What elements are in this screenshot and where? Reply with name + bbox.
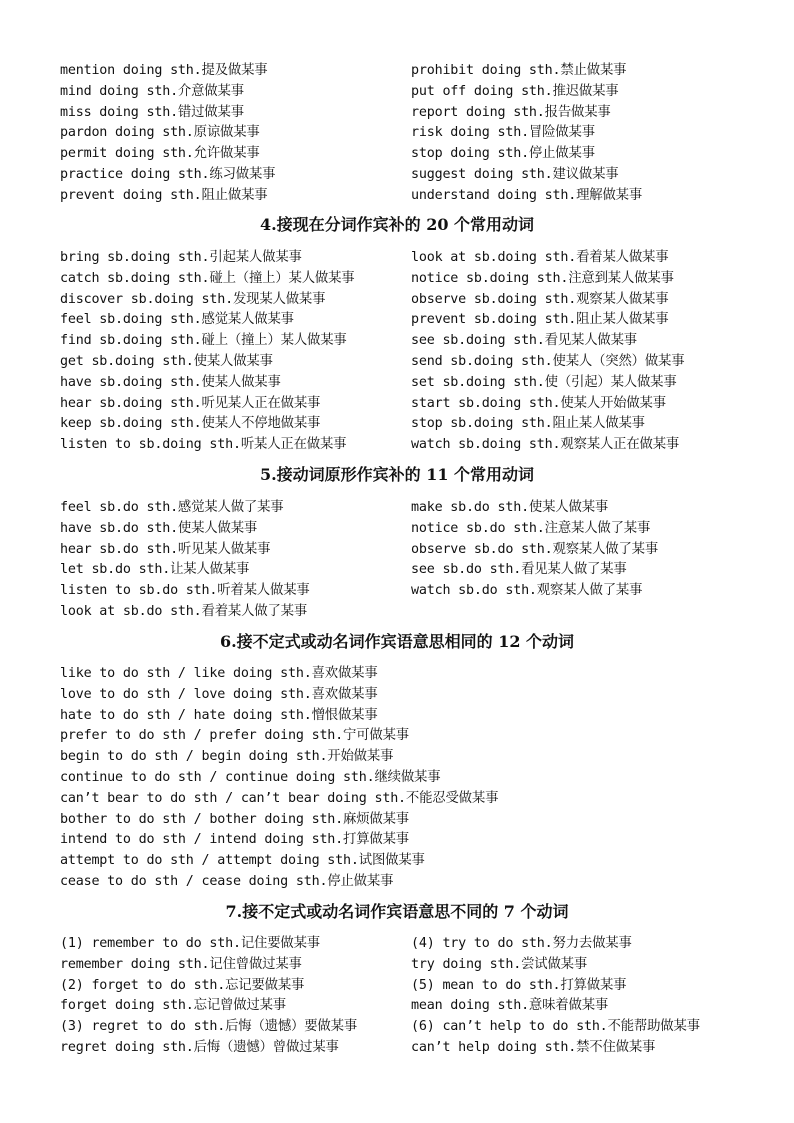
list-item: start sb.doing sth.使某人开始做某事 <box>411 395 666 411</box>
list-row <box>60 310 760 331</box>
list-item: begin to do sth / begin doing sth.开始做某事 <box>60 749 394 765</box>
list-row <box>60 248 760 269</box>
list-row <box>60 498 760 519</box>
list-row <box>60 373 760 394</box>
list-item: mean doing sth.意味着做某事 <box>411 998 609 1014</box>
list-row <box>60 581 760 602</box>
list-row <box>60 706 760 727</box>
list-row <box>60 290 760 311</box>
list-item: prefer to do sth / prefer doing sth.宁可做某事 <box>60 728 409 744</box>
section4-list <box>60 248 760 456</box>
list-row <box>60 664 760 685</box>
list-row <box>60 602 760 623</box>
list-row <box>60 685 760 706</box>
section5-list <box>60 498 760 623</box>
section4-heading: 4.接现在分词作宾补的 20 个常用动词 <box>259 215 535 234</box>
list-row <box>60 435 760 456</box>
list-item: hear sb.doing sth.听见某人正在做某事 <box>60 395 321 411</box>
list-item: prevent sb.doing sth.阻止某人做某事 <box>411 312 669 328</box>
list-row <box>60 394 760 415</box>
list-item: stop sb.doing sth.阻止某人做某事 <box>411 416 645 432</box>
list-row <box>60 352 760 373</box>
list-row <box>60 1017 760 1038</box>
list-item: (2) forget to do sth.忘记要做某事 <box>60 977 305 993</box>
list-item: try doing sth.尝试做某事 <box>411 956 588 972</box>
list-item: love to do sth / love doing sth.喜欢做某事 <box>60 686 378 702</box>
list-item: prohibit doing sth.禁止做某事 <box>411 63 627 78</box>
list-item: understand doing sth.理解做某事 <box>411 187 643 203</box>
section5-heading: 5.接动词原形作宾补的 11 个常用动词 <box>259 465 535 484</box>
list-row <box>60 103 760 124</box>
list-item: (4) try to do sth.努力去做某事 <box>411 936 632 951</box>
list-item: regret doing sth.后悔（遗憾）曾做过某事 <box>60 1039 339 1055</box>
list-item: (1) remember to do sth.记住要做某事 <box>60 936 320 951</box>
list-item: see sb.doing sth.看见某人做某事 <box>411 333 637 349</box>
list-item: hate to do sth / hate doing sth.憎恨做某事 <box>60 707 378 723</box>
list-row <box>60 726 760 747</box>
list-row <box>60 789 760 810</box>
list-item: find sb.doing sth.碰上（撞上）某人做某事 <box>60 333 347 349</box>
list-item: get sb.doing sth.使某人做某事 <box>60 353 273 369</box>
list-item: set sb.doing sth.使（引起）某人做某事 <box>411 374 677 390</box>
list-item: listen to sb.do sth.听着某人做某事 <box>60 583 310 599</box>
list-item: can’t help doing sth.禁不住做某事 <box>411 1039 656 1055</box>
section7-heading: 7.接不定式或动名词作宾语意思不同的 7 个动词 <box>225 902 569 921</box>
list-row <box>60 955 760 976</box>
list-item: pardon doing sth.原谅做某事 <box>60 125 260 141</box>
list-row <box>60 269 760 290</box>
list-item: remember doing sth.记住曾做过某事 <box>60 956 302 972</box>
section7-list <box>60 934 760 1059</box>
section6-heading: 6.接不定式或动名词作宾语意思相同的 12 个动词 <box>219 632 575 651</box>
list-item: (6) can’t help to do sth.不能帮助做某事 <box>411 1019 700 1035</box>
list-item: bother to do sth / bother doing sth.麻烦做某事 <box>60 811 409 827</box>
list-item: feel sb.do sth.感觉某人做了某事 <box>60 500 284 515</box>
list-item: continue to do sth / continue doing sth.继续做某事 <box>60 769 441 785</box>
list-row <box>60 996 760 1017</box>
list-item: observe sb.doing sth.观察某人做某事 <box>411 291 669 307</box>
list-item: watch sb.doing sth.观察某人正在做某事 <box>411 437 680 453</box>
list-item: keep sb.doing sth.使某人不停地做某事 <box>60 416 321 432</box>
list-item: like to do sth / like doing sth.喜欢做某事 <box>60 666 378 681</box>
list-row <box>60 165 760 186</box>
list-item: report doing sth.报告做某事 <box>411 104 611 120</box>
section3-list <box>60 61 760 207</box>
list-item: bring sb.doing sth.引起某人做某事 <box>60 250 302 265</box>
list-item: (3) regret to do sth.后悔（遗憾）要做某事 <box>60 1019 358 1035</box>
list-item: notice sb.do sth.注意某人做了某事 <box>411 520 651 536</box>
list-item: send sb.doing sth.使某人（突然）做某事 <box>411 353 685 369</box>
list-row <box>60 851 760 872</box>
list-row <box>60 144 760 165</box>
list-row <box>60 830 760 851</box>
list-item: put off doing sth.推迟做某事 <box>411 83 619 99</box>
list-row <box>60 810 760 831</box>
list-row <box>60 934 760 955</box>
list-item: notice sb.doing sth.注意到某人做某事 <box>411 270 674 286</box>
list-item: watch sb.do sth.观察某人做了某事 <box>411 583 643 599</box>
list-item: can’t bear to do sth / can’t bear doing sth.不能忍受做某事 <box>60 790 499 806</box>
list-item: feel sb.doing sth.感觉某人做某事 <box>60 312 294 328</box>
list-item: look at sb.doing sth.看着某人做某事 <box>411 250 669 265</box>
list-item: miss doing sth.错过做某事 <box>60 104 244 120</box>
list-item: have sb.doing sth.使某人做某事 <box>60 374 281 390</box>
list-row <box>60 768 760 789</box>
list-row <box>60 872 760 893</box>
list-item: permit doing sth.允许做某事 <box>60 146 260 162</box>
list-item: listen to sb.doing sth.听某人正在做某事 <box>60 437 347 453</box>
list-item: mention doing sth.提及做某事 <box>60 63 268 78</box>
list-row <box>60 976 760 997</box>
list-row <box>60 414 760 435</box>
list-item: catch sb.doing sth.碰上（撞上）某人做某事 <box>60 270 355 286</box>
list-row <box>60 61 760 82</box>
list-item: prevent doing sth.阻止做某事 <box>60 187 268 203</box>
list-item: risk doing sth.冒险做某事 <box>411 125 595 141</box>
list-item: forget doing sth.忘记曾做过某事 <box>60 998 286 1014</box>
list-row <box>60 82 760 103</box>
list-item: practice doing sth.练习做某事 <box>60 166 276 182</box>
list-item: discover sb.doing sth.发现某人做某事 <box>60 291 326 307</box>
list-item: look at sb.do sth.看着某人做了某事 <box>60 603 308 619</box>
list-item: intend to do sth / intend doing sth.打算做某事 <box>60 832 409 848</box>
list-row <box>60 747 760 768</box>
list-item: hear sb.do sth.听见某人做某事 <box>60 541 271 557</box>
list-row <box>60 186 760 207</box>
list-row <box>60 519 760 540</box>
list-row <box>60 560 760 581</box>
list-item: attempt to do sth / attempt doing sth.试图做某事 <box>60 853 425 869</box>
list-row <box>60 540 760 561</box>
list-row <box>60 331 760 352</box>
section6-list <box>60 664 760 893</box>
list-item: make sb.do sth.使某人做某事 <box>411 500 609 515</box>
list-item: stop doing sth.停止做某事 <box>411 146 595 162</box>
list-item: suggest doing sth.建议做某事 <box>411 166 619 182</box>
list-item: (5) mean to do sth.打算做某事 <box>411 977 627 993</box>
list-item: mind doing sth.介意做某事 <box>60 83 244 99</box>
list-row <box>60 123 760 144</box>
list-item: see sb.do sth.看见某人做了某事 <box>411 562 627 578</box>
list-item <box>411 602 760 623</box>
list-item: let sb.do sth.让某人做某事 <box>60 562 250 578</box>
list-row <box>60 1038 760 1059</box>
list-item: cease to do sth / cease doing sth.停止做某事 <box>60 873 394 889</box>
list-item: have sb.do sth.使某人做某事 <box>60 520 258 536</box>
list-item: observe sb.do sth.观察某人做了某事 <box>411 541 659 557</box>
